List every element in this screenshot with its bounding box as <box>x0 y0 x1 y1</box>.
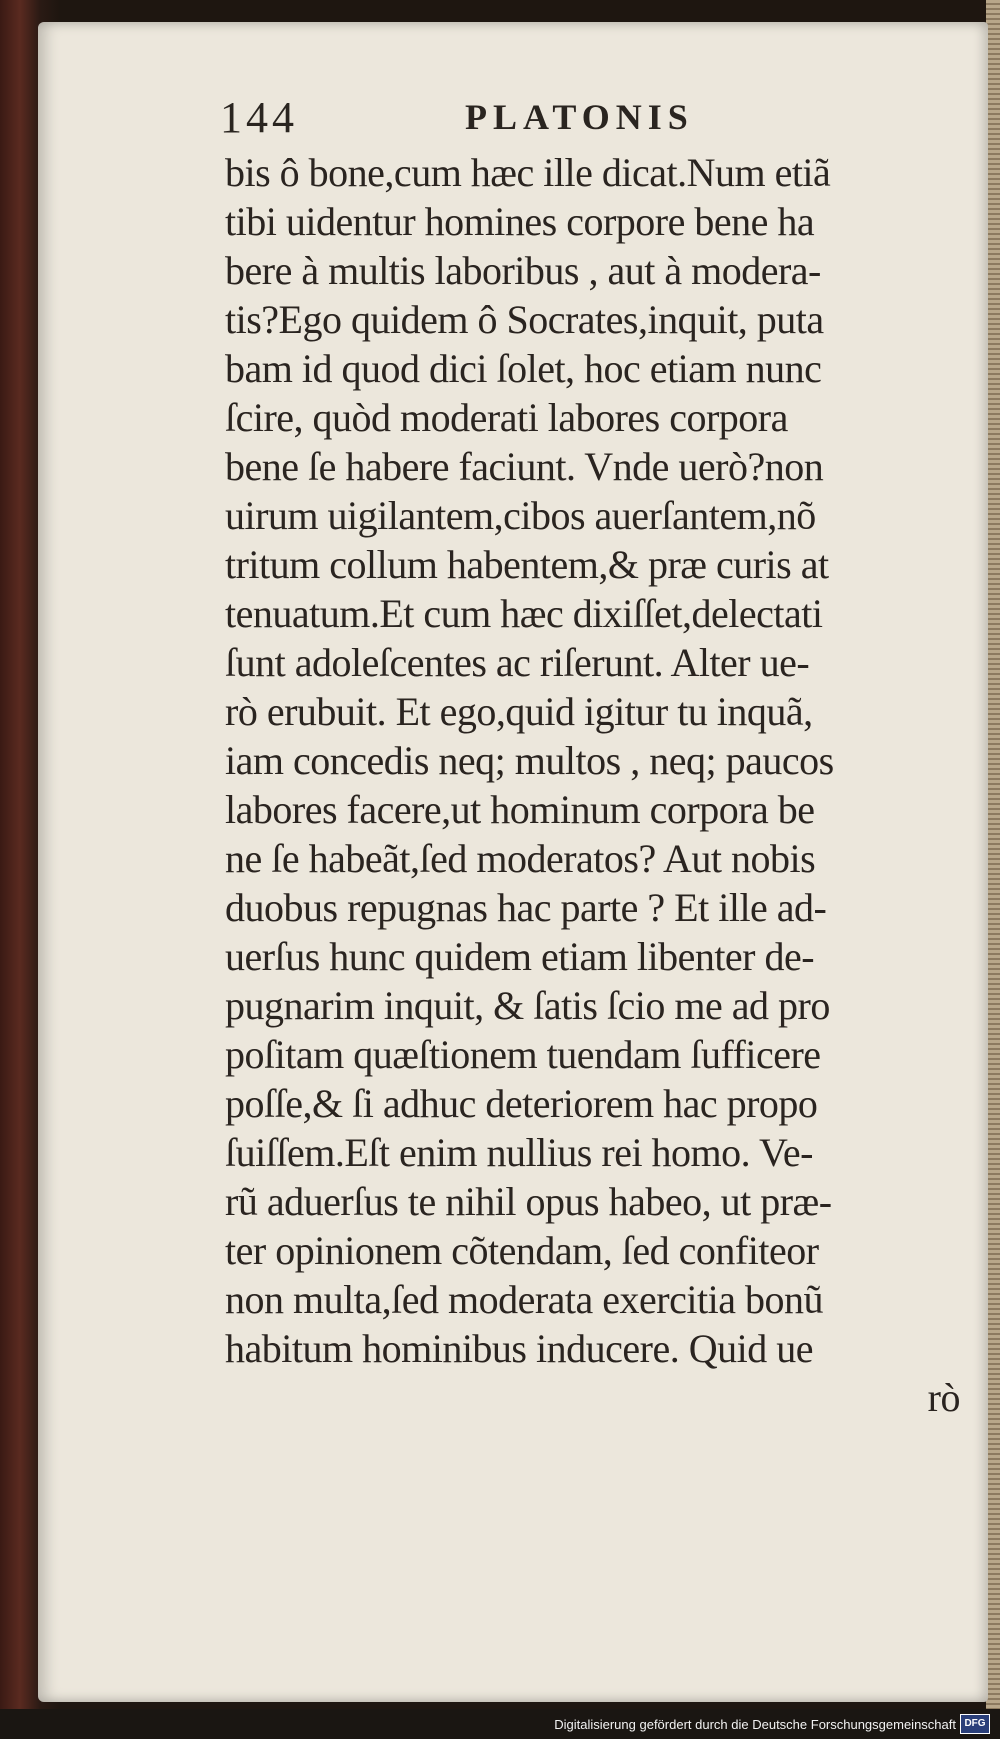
running-title: PLATONIS <box>465 97 694 137</box>
footer-bar <box>0 1709 1000 1739</box>
page-header <box>220 92 920 152</box>
catchword: rò <box>927 1375 960 1420</box>
page-stack-edge <box>986 0 1000 1739</box>
funding-credit: Digitalisierung gefördert durch die Deutsche Forschungsgemeinschaft <box>554 1717 956 1732</box>
page-number: 144 <box>220 93 298 142</box>
text-line: rũ aduerſus te nihil opus habeo, ut præ- <box>225 1179 832 1224</box>
text-line: ſuiſſem.Eſt enim nullius rei homo. Ve- <box>225 1130 813 1175</box>
text-line: duobus repugnas hac parte ? Et ille ad- <box>225 885 827 930</box>
text-line: bene ſe habere faciunt. Vnde uerò?non <box>225 444 824 489</box>
text-line: bis ô bone,cum hæc ille dicat.Num etiã <box>225 150 831 195</box>
text-line: iam concedis neq; multos , neq; paucos <box>225 738 834 783</box>
body-text <box>225 148 960 1422</box>
text-line: uerſus hunc quidem etiam libenter de- <box>225 934 815 979</box>
text-line: uirum uigilantem,cibos auerſantem,nõ <box>225 493 816 538</box>
text-line: labores facere,ut hominum corpora be <box>225 787 815 832</box>
text-line: ter opinionem cõtendam, ſed confiteor <box>225 1228 819 1273</box>
text-line: rò erubuit. Et ego,quid igitur tu inquã, <box>225 689 813 734</box>
text-line: bam id quod dici ſolet, hoc etiam nunc <box>225 346 822 391</box>
dfg-logo-icon: DFG <box>960 1714 990 1734</box>
text-line: tis?Ego quidem ô Socrates,inquit, puta <box>225 297 824 342</box>
text-line: non multa,ſed moderata exercitia bonũ <box>225 1277 823 1322</box>
text-line: habitum hominibus inducere. Quid ue <box>225 1326 813 1371</box>
text-line: tibi uidentur homines corpore bene ha <box>225 199 815 244</box>
text-line: ſunt adoleſcentes ac riſerunt. Alter ue- <box>225 640 810 685</box>
text-line: bere à multis laboribus , aut à modera- <box>225 248 821 293</box>
text-line: pugnarim inquit, & ſatis ſcio me ad pro <box>225 983 830 1028</box>
text-line: ne ſe habeãt,ſed moderatos? Aut nobis <box>225 836 816 881</box>
text-line: tritum collum habentem,& præ curis at <box>225 542 829 587</box>
text-line: tenuatum.Et cum hæc dixiſſet,delectati <box>225 591 823 636</box>
text-line: poſſe,& ſi adhuc deteriorem hac propo <box>225 1081 818 1126</box>
text-line: ſcire, quòd moderati labores corpora <box>225 395 788 440</box>
text-line: poſitam quæſtionem tuendam ſufficere <box>225 1032 821 1077</box>
